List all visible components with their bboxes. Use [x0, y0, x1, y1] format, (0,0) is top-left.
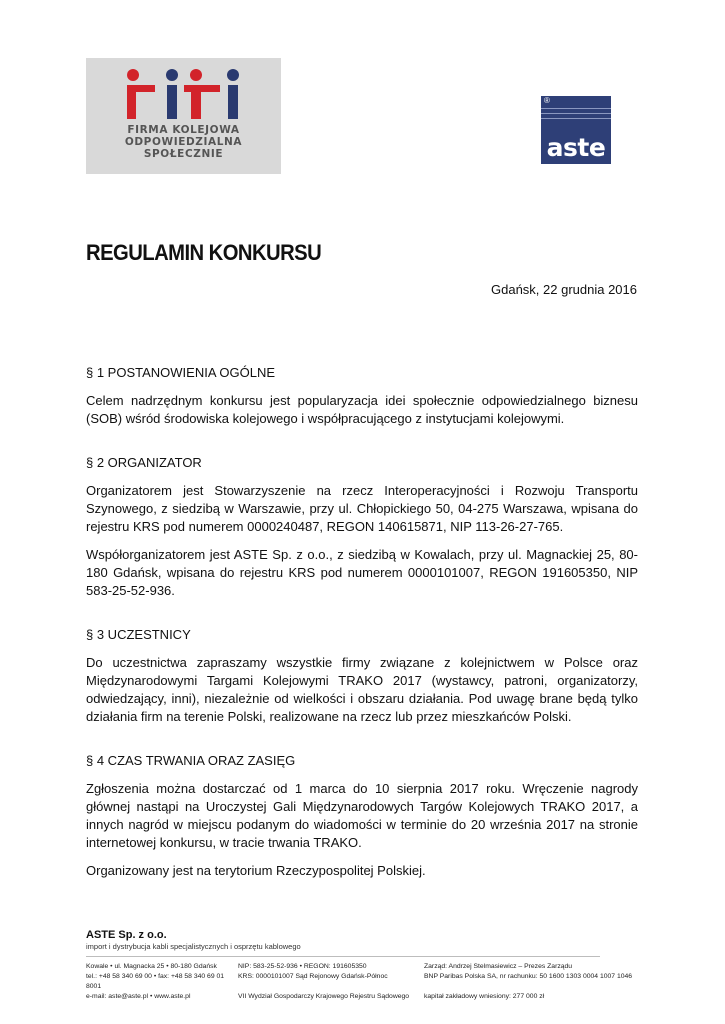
logo-stripes — [541, 108, 611, 123]
footer-court-row — [238, 992, 409, 1002]
footer-capital: kapitał zakładowy wniesiony: 277 000 zł — [424, 993, 545, 1000]
section-duration-scope — [86, 752, 638, 880]
csr-logo-line-2: ODPOWIEDZIALNA — [124, 136, 243, 148]
registered-mark: ® — [544, 96, 550, 105]
footer-nip-regon: NIP: 583-25-52-936 • REGON: 191605350 — [238, 963, 367, 970]
section-paragraph: Zgłoszenia można dostarczać od 1 marca do 10 sierpnia 2017 roku. Wręczenie nagrody głównej nastąpi na Uroczystej Gali Międzynarodowych Targów Kolejowych TRAKO 2017, a innych nagród w miejscu podanym do wiadomości w terminie do 20 września 2017 na stronie internetowej konkursu, w tracie trwania TRAKO. — [86, 781, 638, 850]
footer-bank-account: BNP Paribas Polska SA, nr rachunku: 50 1600 1303 0004 1007 1046 — [424, 973, 633, 980]
footer-board: Zarząd: Andrzej Stelmasiewicz – Prezes Zarządu — [424, 963, 573, 970]
section-heading: § 3 UCZESTNICY — [86, 627, 191, 642]
aste-logo — [541, 96, 611, 164]
section-paragraph: Organizowany jest na terytorium Rzeczypospolitej Polskiej. — [86, 863, 426, 878]
footer-company-name: ASTE Sp. z o.o. — [86, 929, 167, 941]
footer-bank-column — [424, 962, 632, 982]
footer-capital-row — [424, 992, 544, 1002]
document-title: REGULAMIN KONKURSU — [86, 240, 322, 265]
section-heading: § 2 ORGANIZATOR — [86, 455, 202, 470]
section-organizer — [86, 454, 638, 600]
footer-columns — [86, 962, 638, 1006]
csr-railway-logo — [86, 58, 281, 174]
section-paragraph: Do uczestnictwa zapraszamy wszystkie firmy związane z kolejnictwem w Polsce oraz Międzynarodowymi Targami Kolejowymi TRAKO 2017 (wystawcy, patroni, organizatorzy, odwiedzający, inni), niezależnie od wielkości i obszaru działania. Pod uwagę brane będą tylko działania firm na terenie Polski, realizowane na rzecz lub przez mieszkańców Polski. — [86, 655, 638, 724]
footer-email-web: e-mail: aste@aste.pl • www.aste.pl — [86, 993, 191, 1000]
section-paragraph: Organizatorem jest Stowarzyszenie na rzecz Interoperacyjności i Rozwoju Transportu Szynowego, z siedzibą w Warszawie, przy ul. Chłopickiego 50, 04-275 Warszawa, wpisana do rejestru KRS pod numerem 0000240487, REGON 140615871, NIP 113-26-27-765. — [86, 483, 638, 534]
footer-registry-column — [238, 962, 388, 982]
footer-company-description: import i dystrybucja kabli specjalistycznych i osprzętu kablowego — [86, 942, 301, 951]
csr-logo-line-1: FIRMA KOLEJOWA — [127, 124, 240, 136]
section-general-provisions — [86, 364, 638, 428]
document-body — [86, 364, 638, 880]
footer-phone: tel.: +48 58 340 69 00 • fax: +48 58 340 69 01 8001 — [86, 973, 225, 990]
csr-logo-text — [86, 124, 281, 160]
footer-krs: KRS: 0000101007 Sąd Rejonowy Gdańsk-Północ — [238, 973, 388, 980]
footer-address: Kowale • ul. Magnacka 25 • 80-180 Gdańsk — [86, 963, 217, 970]
footer-contact-column — [86, 962, 231, 1002]
footer-divider — [86, 956, 600, 957]
section-paragraph: Celem nadrzędnym konkursu jest popularyzacja idei społecznie odpowiedzialnego biznesu (SOB) wśród środowiska kolejowego i współpracującego z instytucjami kolejowymi. — [86, 393, 638, 426]
footer-court: VII Wydział Gospodarczy Krajowego Rejestru Sądowego — [238, 993, 410, 1000]
csr-logo-line-3: SPOŁECZNIE — [143, 148, 224, 160]
letterhead-footer — [86, 928, 638, 1006]
people-figures-icon — [124, 68, 242, 120]
aste-logo-wordmark: aste — [546, 133, 606, 162]
section-heading: § 4 CZAS TRWANIA ORAZ ZASIĘG — [86, 753, 296, 768]
section-heading: § 1 POSTANOWIENIA OGÓLNE — [86, 365, 276, 380]
section-paragraph: Współorganizatorem jest ASTE Sp. z o.o., z siedzibą w Kowalach, przy ul. Magnackiej 25, 80-180 Gdańsk, wpisana do rejestru KRS pod numerem 0000101007, REGON 191605350, NIP 583-25-52-936. — [86, 547, 638, 598]
section-participants — [86, 626, 638, 726]
place-and-date: Gdańsk, 22 grudnia 2016 — [491, 282, 637, 297]
